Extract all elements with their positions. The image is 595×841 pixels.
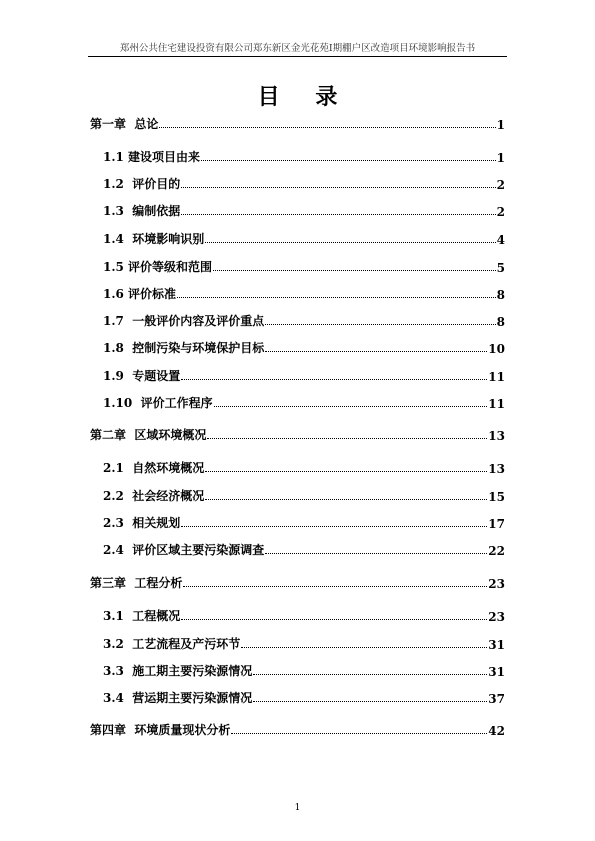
- toc-entry[interactable]: [90, 661, 505, 679]
- toc-entry-page: 11: [488, 397, 505, 411]
- toc-dot-leader: [181, 526, 487, 527]
- toc-entry-page: 13: [488, 462, 505, 476]
- toc-dot-leader: [214, 406, 488, 407]
- toc-entry-label: 2.2 社会经济概况: [103, 489, 205, 503]
- toc-entry[interactable]: [90, 573, 505, 591]
- toc-dot-leader: [183, 586, 487, 587]
- toc-entry-label: 第四章 环境质量现状分析: [90, 723, 231, 737]
- toc-entry-label: 3.3 施工期主要污染源情况: [103, 664, 253, 678]
- toc-entry[interactable]: [90, 257, 505, 275]
- toc-entry[interactable]: [90, 114, 505, 132]
- toc-entry[interactable]: [90, 366, 505, 384]
- toc-dot-leader: [253, 701, 487, 702]
- toc-dot-leader: [213, 270, 496, 271]
- toc-entry-page: 42: [488, 724, 505, 738]
- toc-entry-label: 2.1 自然环境概况: [103, 461, 205, 475]
- toc-dot-leader: [201, 160, 496, 161]
- toc-entry-label: 1.8 控制污染与环境保护目标: [103, 341, 265, 355]
- toc-entry[interactable]: [90, 393, 505, 411]
- toc-dot-leader: [177, 297, 496, 298]
- toc-entry-label: 3.2 工艺流程及产污环节: [103, 637, 241, 651]
- toc-entry[interactable]: [90, 338, 505, 356]
- toc-entry[interactable]: [90, 201, 505, 219]
- toc-entry-page: 2: [496, 205, 505, 219]
- toc-entry[interactable]: [90, 311, 505, 329]
- toc-entry[interactable]: [90, 688, 505, 706]
- toc-entry-label: 3.4 营运期主要污染源情况: [103, 691, 253, 705]
- toc-dot-leader: [205, 471, 487, 472]
- toc-entry[interactable]: [90, 540, 505, 558]
- toc-entry-page: 23: [488, 610, 505, 624]
- toc-dot-leader: [265, 553, 487, 554]
- toc-entry-page: 37: [488, 692, 505, 706]
- toc-entry[interactable]: [90, 458, 505, 476]
- toc-entry[interactable]: [90, 606, 505, 624]
- toc-dot-leader: [205, 499, 487, 500]
- toc-entry-label: 2.3 相关规划: [103, 516, 181, 530]
- toc-entry-label: 1.7 一般评价内容及评价重点: [103, 314, 265, 328]
- toc-entry[interactable]: [90, 634, 505, 652]
- toc-entry-page: 15: [488, 490, 505, 504]
- toc-entry-page: 2: [496, 178, 505, 192]
- toc-entry-page: 1: [496, 151, 505, 165]
- toc-entry-page: 11: [488, 370, 505, 384]
- toc-entry-page: 22: [488, 544, 505, 558]
- toc-entry[interactable]: [90, 720, 505, 738]
- toc-entry-label: 1.10 评价工作程序: [103, 396, 213, 410]
- toc-entry-page: 5: [496, 261, 505, 275]
- toc-dot-leader: [159, 127, 495, 128]
- toc-entry[interactable]: [90, 513, 505, 531]
- toc-entry-label: 1.5 评价等级和范围: [103, 260, 213, 274]
- toc-dot-leader: [231, 733, 487, 734]
- toc-entry-label: 3.1 工程概况: [103, 609, 181, 623]
- page-number: 1: [294, 803, 301, 813]
- toc-title: 目 录: [257, 84, 352, 110]
- toc-entry[interactable]: [90, 229, 505, 247]
- toc-entry-page: 17: [488, 517, 505, 531]
- toc-entry-page: 13: [488, 429, 505, 443]
- toc-entry[interactable]: [90, 425, 505, 443]
- running-header: 郑州公共住宅建设投资有限公司郑东新区金光花苑Ⅰ期棚户区改造项目环境影响报告书: [119, 43, 476, 54]
- toc-entry-label: 第一章 总论: [90, 117, 159, 131]
- toc-entry-page: 1: [496, 118, 505, 132]
- toc-dot-leader: [265, 324, 495, 325]
- toc-entry-page: 8: [496, 288, 505, 302]
- toc-dot-leader: [181, 214, 495, 215]
- toc-entry-label: 1.2 评价目的: [103, 177, 181, 191]
- toc-entry-label: 1.9 专题设置: [103, 369, 181, 383]
- toc-entry[interactable]: [90, 174, 505, 192]
- toc-entry-label: 1.1 建设项目由来: [103, 150, 201, 164]
- toc-entry-label: 1.3 编制依据: [103, 204, 181, 218]
- toc-dot-leader: [181, 379, 487, 380]
- toc-entry-label: 1.4 环境影响识别: [103, 232, 205, 246]
- toc-dot-leader: [181, 619, 487, 620]
- toc-entry-page: 10: [488, 342, 505, 356]
- toc-entry-label: 1.6 评价标准: [103, 287, 177, 301]
- toc-dot-leader: [265, 351, 487, 352]
- toc-entry-label: 第三章 工程分析: [90, 576, 183, 590]
- toc-entry[interactable]: [90, 284, 505, 302]
- toc-dot-leader: [181, 187, 495, 188]
- toc-entry-page: 4: [496, 233, 505, 247]
- toc-entry-page: 31: [488, 638, 505, 652]
- toc-dot-leader: [253, 674, 487, 675]
- toc-entry-page: 8: [496, 315, 505, 329]
- toc-entry-page: 31: [488, 665, 505, 679]
- toc-entry-page: 23: [488, 577, 505, 591]
- toc-dot-leader: [241, 647, 487, 648]
- header-rule: [88, 56, 507, 57]
- toc-dot-leader: [205, 242, 495, 243]
- toc-entry-label: 2.4 评价区域主要污染源调查: [103, 543, 265, 557]
- toc-entry[interactable]: [90, 486, 505, 504]
- toc-entry-label: 第二章 区域环境概况: [90, 428, 207, 442]
- toc-entry[interactable]: [90, 147, 505, 165]
- toc-dot-leader: [207, 438, 487, 439]
